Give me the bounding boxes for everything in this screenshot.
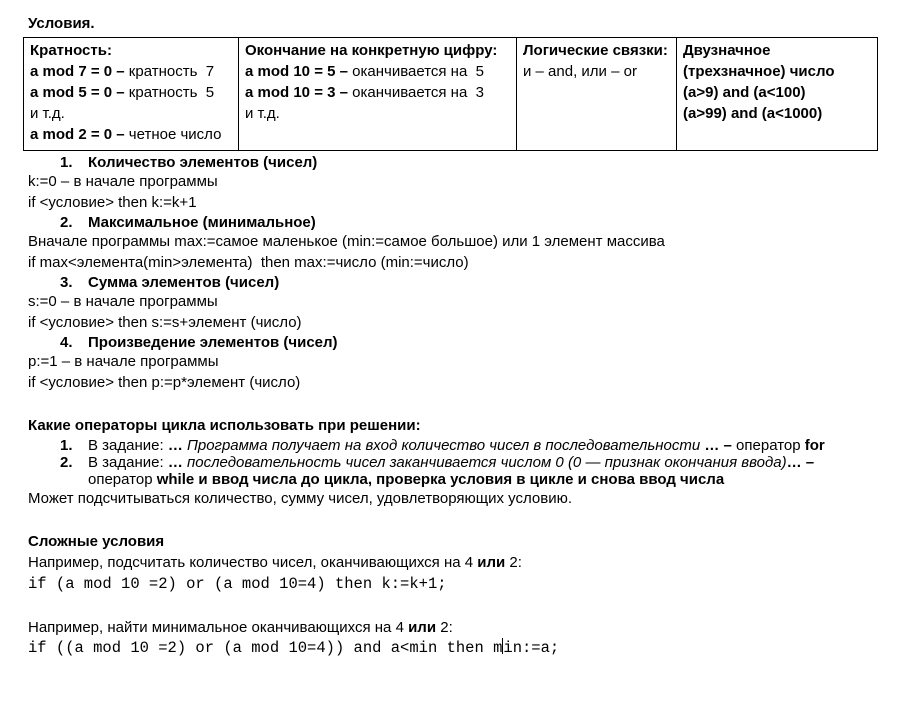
cell-line: и – and, или – or <box>523 62 637 80</box>
body-line: Например, подсчитать количество чисел, оканчивающихся на 4 или 2: <box>28 554 522 571</box>
list-number: 1. <box>60 436 73 454</box>
list-number: 2. <box>60 213 73 231</box>
body-line: s:=0 – в начале программы <box>28 292 218 310</box>
table-cell-last-digit <box>239 37 517 150</box>
list-item-heading <box>60 334 878 351</box>
body-line: p:=1 – в начале программы <box>28 352 219 370</box>
section-heading: Сложные условия <box>28 532 165 550</box>
code-line: if (a mod 10 =2) or (a mod 10=4) then k:=k+1; <box>28 574 447 593</box>
blank-line <box>28 394 878 416</box>
list-number: 2. <box>60 453 73 471</box>
cell-line: a mod 7 = 0 – кратность 7 <box>30 62 215 80</box>
list-item-heading <box>60 154 878 171</box>
list-item-text: В задание: … последовательность чисел заканчивается числом 0 (0 — признак окончания ввода)… – оператор while и ввод числа до цикла, проверка условия в цикле и снова ввод числа <box>88 453 815 488</box>
cell-line: a mod 2 = 0 – четное число <box>30 125 222 143</box>
list-item-heading <box>60 214 878 231</box>
cell-line: и т.д. <box>30 104 65 122</box>
cell-line: (a>9) and (a<100) <box>683 83 806 101</box>
cell-header: Логические связки: <box>523 41 668 59</box>
list-item-text: В задание: … Программа получает на вход количество чисел в последовательности … – оператор for <box>88 436 825 454</box>
blank-line <box>28 595 878 617</box>
body-line: if <условие> then p:=p*элемент (число) <box>28 374 301 391</box>
body-line: Например, найти минимальное оканчивающихся на 4 или 2: <box>28 618 453 636</box>
cell-line: a mod 5 = 0 – кратность 5 <box>30 83 215 101</box>
list-item-title: Количество элементов (чисел) <box>88 153 318 171</box>
list-number: 1. <box>60 153 73 171</box>
table-cell-digit-count <box>677 37 878 150</box>
cell-line: a mod 10 = 5 – оканчивается на 5 <box>245 62 484 80</box>
list-number: 4. <box>60 333 73 351</box>
complex-conditions-section <box>28 531 878 660</box>
body-line: Вначале программы max:=самое маленькое (min:=самое большое) или 1 элемент массива <box>28 232 665 250</box>
operators-section <box>28 415 878 509</box>
table-cell-multiplicity <box>24 37 239 150</box>
body-line: if max<элемента(min>элемента) then max:=число (min:=число) <box>28 254 469 271</box>
list-item-heading <box>60 274 878 291</box>
cell-line: и т.д. <box>245 104 280 122</box>
cell-header: Кратность: <box>30 41 112 59</box>
patterns-list <box>28 154 878 394</box>
cell-line: a mod 10 = 3 – оканчивается на 3 <box>245 83 484 101</box>
body-line: if <условие> then s:=s+элемент (число) <box>28 314 302 331</box>
list-item-title: Сумма элементов (чисел) <box>88 273 280 291</box>
body-line: Может подсчитываться количество, сумму чисел, удовлетворяющих условию. <box>28 489 573 507</box>
operators-item-2 <box>60 454 878 488</box>
cell-line: (a>99) and (a<1000) <box>683 104 823 122</box>
list-item-title: Максимальное (минимальное) <box>88 213 316 231</box>
table-cell-logic <box>517 37 677 150</box>
section-heading: Какие операторы цикла использовать при решении: <box>28 417 421 434</box>
list-item-title: Произведение элементов (чисел) <box>88 333 338 351</box>
page-title: Условия. <box>28 15 95 32</box>
blank-line <box>28 509 878 531</box>
cell-line: Двузначное (трехзначное) число <box>683 41 835 80</box>
cell-header: Окончание на конкретную цифру: <box>245 41 498 59</box>
code-line: if ((a mod 10 =2) or (a mod 10=4)) and a<min then min:=a; <box>28 639 560 657</box>
conditions-table <box>23 37 878 151</box>
list-number: 3. <box>60 273 73 291</box>
body-line: k:=0 – в начале программы <box>28 172 218 190</box>
body-line: if <условие> then k:=k+1 <box>28 194 197 211</box>
operators-item-1 <box>60 437 878 454</box>
